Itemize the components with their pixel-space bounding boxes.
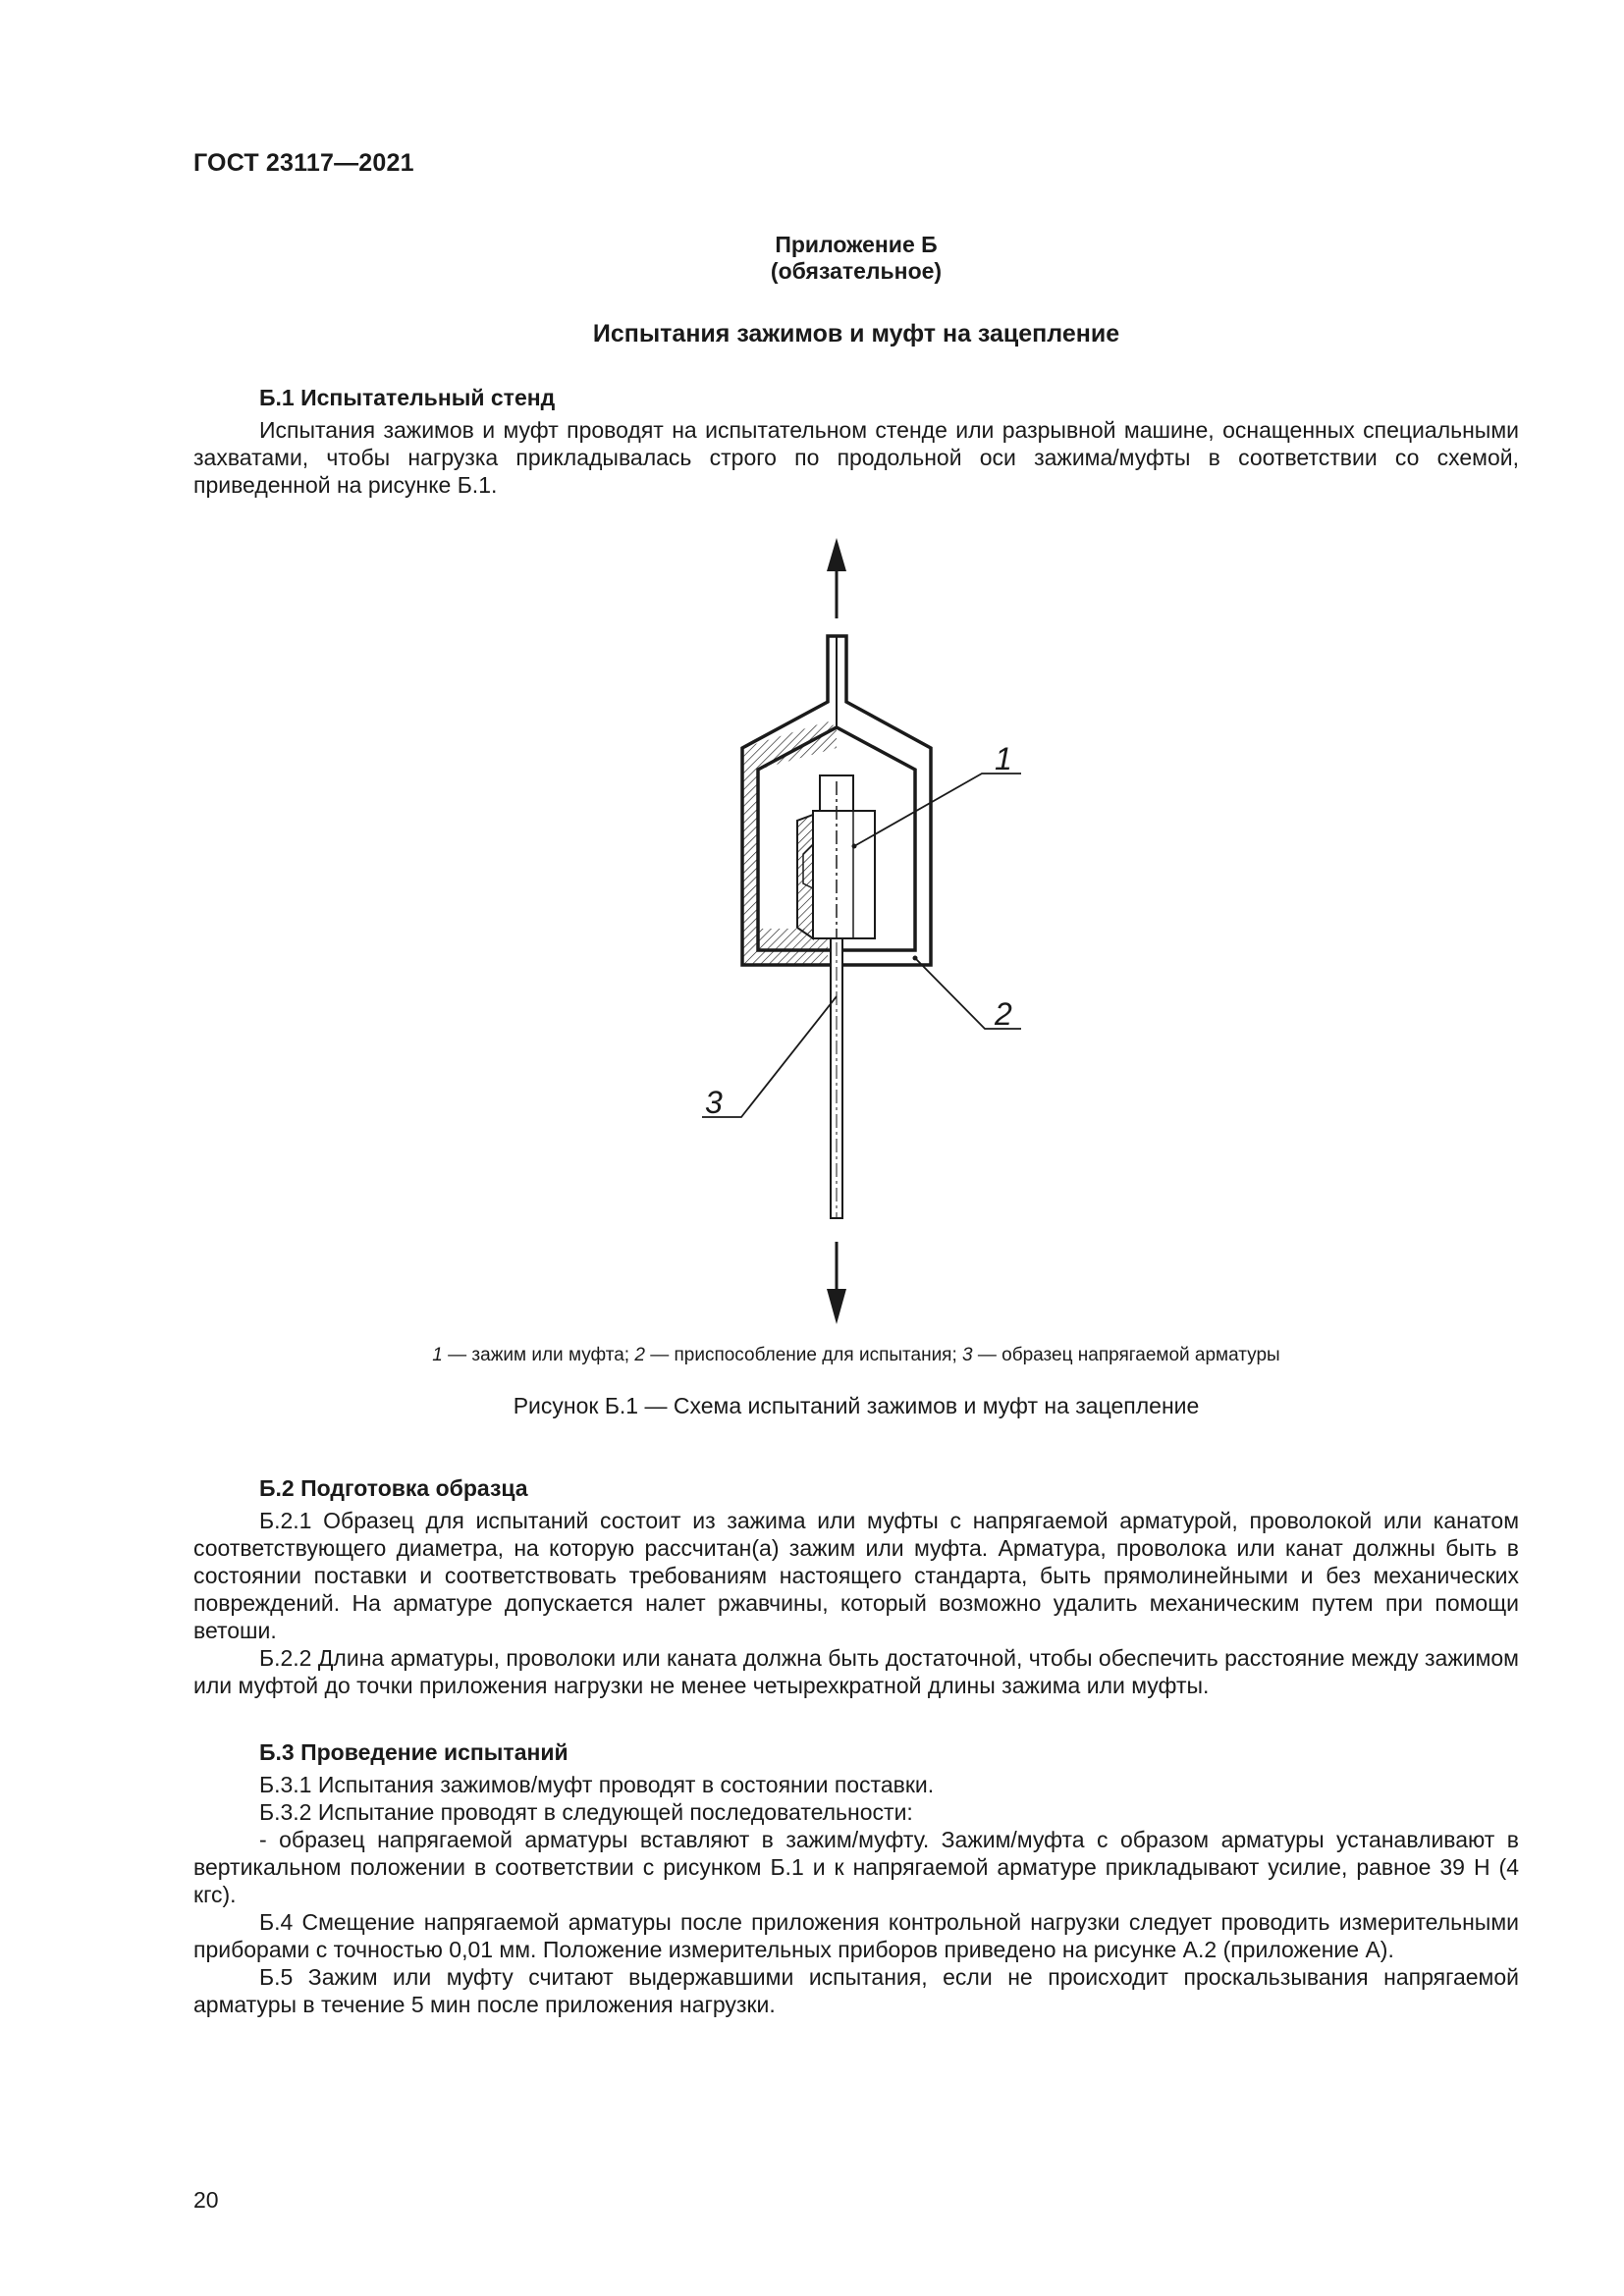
figure-caption: Рисунок Б.1 — Схема испытаний зажимов и муфт на зацепление [513, 1393, 1200, 1418]
callout-1: 1 [995, 741, 1012, 776]
section-b2-paragraph-1: Б.2.1 Образец для испытаний состоит из зажима или муфты с напрягаемой арматурой, проволокой или канатом соответствующего диаметра, на которую рассчитан(а) зажим или муфта. Арматура, проволока или канат должны быть в состоянии поставки и соответствовать требованиям настоящего стандарта, быть прямолинейными и без механических повреждений. На арматуре допускается налет ржавчины, который возможно удалить механическим путем при помощи ветоши. [193, 1508, 1519, 1643]
callout-3: 3 [705, 1085, 723, 1120]
section-b3-body [193, 1771, 1519, 2018]
callout-2: 2 [995, 996, 1012, 1032]
standard-number: ГОСТ 23117—2021 [193, 149, 414, 177]
load-arrow-down [827, 1242, 846, 1324]
appendix-title: Приложение Б [775, 232, 938, 257]
clamp-sleeve [797, 775, 875, 950]
legend-index-2: 2 [634, 1345, 645, 1365]
section-b3-paragraph-1: Б.3.1 Испытания зажимов/муфт проводят в состоянии поставки. [259, 1772, 935, 1797]
section-b1-heading: Б.1 Испытательный стенд [259, 385, 556, 410]
legend-text-2: — приспособление для испытания; [644, 1345, 963, 1365]
section-b2-body [193, 1507, 1519, 1699]
legend-index-1: 1 [432, 1345, 443, 1365]
load-arrow-up [827, 538, 846, 618]
section-b2-paragraph-2: Б.2.2 Длина арматуры, проволоки или каната должна быть достаточной, чтобы обеспечить расстояние между зажимом или муфтой до точки приложения нагрузки не менее четырехкратной длины зажима или муфты. [193, 1645, 1519, 1698]
section-b5-paragraph: Б.5 Зажим или муфту считают выдержавшими испытания, если не происходит проскальзывания напрягаемой арматуры в течение 5 мин после приложения нагрузки. [193, 1964, 1519, 2017]
appendix-heading: Испытания зажимов и муфт на зацепление [592, 320, 1120, 347]
section-b3-paragraph-2: Б.3.2 Испытание проводят в следующей последовательности: [259, 1799, 913, 1825]
section-b3-paragraph-3: - образец напрягаемой арматуры вставляют в зажим/муфту. Зажим/муфта с образом арматуры устанавливают в вертикальном положении в соответствии с рисунком Б.1 и к напрягаемой арматуре прикладывают усилие, равное 39 Н (4 кгс). [193, 1827, 1519, 1907]
legend-text-3: — образец напрягаемой арматуры [972, 1345, 1280, 1365]
rebar-sample [831, 938, 842, 1218]
section-b2-heading: Б.2 Подготовка образца [259, 1475, 528, 1501]
section-b4-paragraph: Б.4 Смещение напрягаемой арматуры после приложения контрольной нагрузки следует проводить измерительными приборами с точностью 0,01 мм. Положение измерительных приборов приведено на рисунке А.2 (приложение А). [193, 1909, 1519, 1962]
section-b1-paragraph: Испытания зажимов и муфт проводят на испытательном стенде или разрывной машине, оснащенных специальными захватами, чтобы нагрузка прикладывалась строго по продольной оси зажима/муфты в соответствии со схемой, приведенной на рисунке Б.1. [193, 417, 1519, 498]
page-number: 20 [193, 2187, 219, 2213]
legend-index-3: 3 [962, 1345, 973, 1365]
legend-text-1: — зажим или муфта; [442, 1345, 635, 1365]
figure-legend [193, 1345, 1519, 1366]
section-b3-heading: Б.3 Проведение испытаний [259, 1739, 568, 1765]
appendix-status: (обязательное) [770, 258, 943, 284]
